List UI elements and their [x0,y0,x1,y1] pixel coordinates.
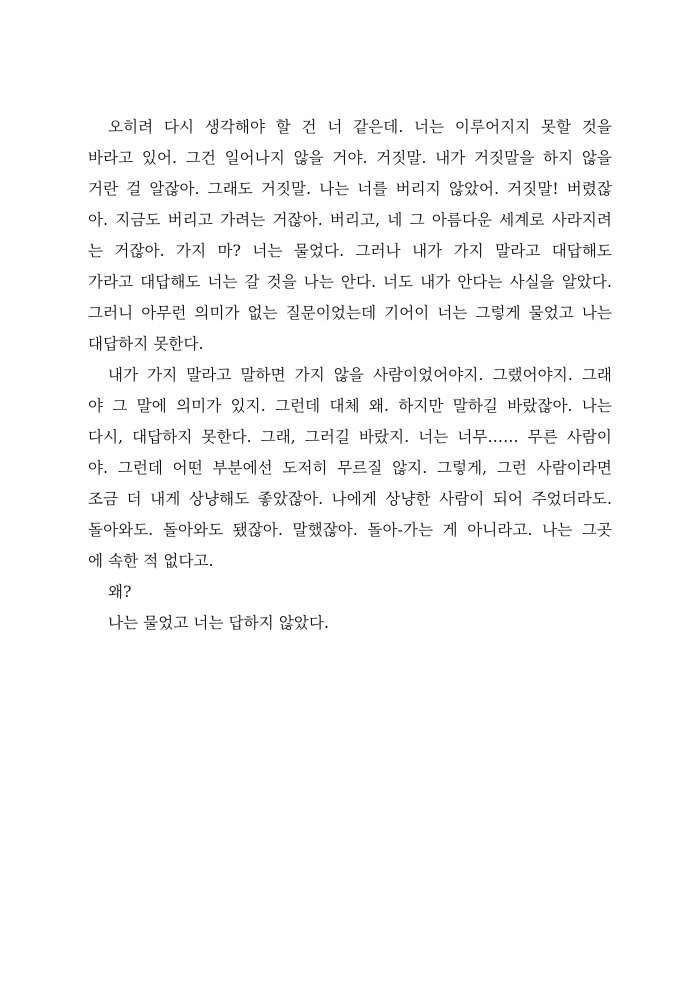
paragraph-1 [88,112,612,360]
text-line: 왜? [108,583,132,601]
text-line: 내가 가지 말라고 말하면 가지 않을 사람이었어야지. 그랬어야지. 그래 [108,366,612,384]
text-line: 대답하지 못한다. [88,335,204,353]
text-line: 거란 걸 알잖아. 그래도 거짓말. 나는 너를 버리지 않았어. 거짓말! 버렸잖 [88,180,612,198]
paragraph-4 [88,608,612,639]
text-line: 조금 더 내게 상냥해도 좋았잖아. 나에게 상냥한 사람이 되어 주었더라도. [88,490,612,508]
text-line: 다시, 대답하지 못한다. 그래, 그러길 바랐지. 너는 너무…… 무른 사람이 [88,428,612,446]
text-line: 오히려 다시 생각해야 할 건 너 같은데. 너는 이루어지지 못할 것을 [108,118,612,136]
text-line: 에 속한 적 없다고. [88,552,214,570]
text-line: 가라고 대답해도 너는 갈 것을 나는 안다. 너도 내가 안다는 사실을 알았다. [88,273,612,291]
document-body [88,112,612,639]
text-line: 야. 그런데 어떤 부분에선 도저히 무르질 않지. 그렇게, 그런 사람이라면 [88,459,612,477]
text-line: 바라고 있어. 그건 일어나지 않을 거야. 거짓말. 내가 거짓말을 하지 않을 [88,149,612,167]
text-line: 야 그 말에 의미가 있지. 그런데 대체 왜. 하지만 말하길 바랐잖아. 나는 [88,397,612,415]
text-line: 그러니 아무런 의미가 없는 질문이었는데 기어이 너는 그렇게 물었고 나는 [88,304,612,322]
text-line: 아. 지금도 버리고 가려는 거잖아. 버리고, 네 그 아름다운 세계로 사라지려 [88,211,612,229]
text-line: 돌아와도. 돌아와도 됐잖아. 말했잖아. 돌아-가는 게 아니라고. 나는 그곳 [88,521,612,539]
paragraph-2 [88,360,612,577]
paragraph-3 [88,577,612,608]
text-line: 는 거잖아. 가지 마? 너는 물었다. 그러나 내가 가지 말라고 대답해도 [88,242,612,260]
text-line: 나는 물었고 너는 답하지 않았다. [108,614,330,632]
